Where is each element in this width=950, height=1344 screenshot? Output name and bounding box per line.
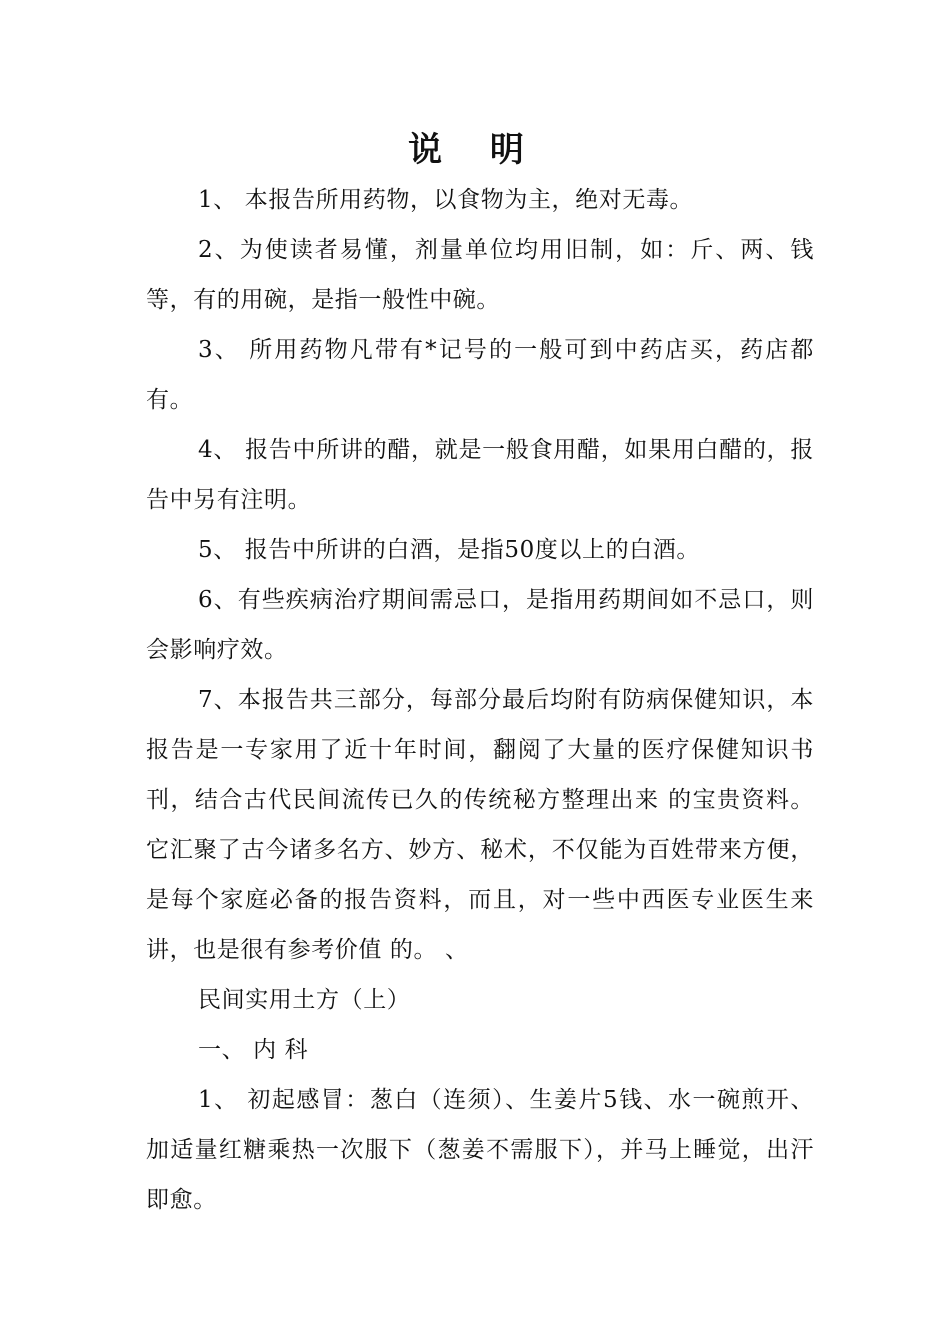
remedy-item-1: 1、 初起感冒：葱白（连须）、生姜片5钱、水一碗煎开、加适量红糖乘热一次服下（葱姜不需服下），并马上睡觉，出汗即愈。	[146, 1087, 814, 1213]
note-item-1: 1、 本报告所用药物，以食物为主，绝对无毒。	[198, 187, 694, 213]
section-heading: 民间实用土方（上）	[198, 987, 411, 1013]
note-item-7: 7、本报告共三部分，每部分最后均附有防病保健知识，本报告是一专家用了近十年时间，翻阅了大量的医疗保健知识书刊，结合古代民间流传已久的传统秘方整理出来 的宝贵资料。它汇聚了古今诸多名方、妙方、秘术，不仅能为百姓带来方便，是每个家庭必备的报告资料，而且，对一些中西医专业医生来讲，也是很有参考价值 的。 、	[146, 687, 814, 963]
note-item-2: 2、为使读者易懂，剂量单位均用旧制，如：斤、两、钱等，有的用碗，是指一般性中碗。	[146, 237, 814, 313]
note-item-4: 4、 报告中所讲的醋，就是一般食用醋，如果用白醋的，报告中另有注明。	[146, 437, 814, 513]
note-item-6: 6、有些疾病治疗期间需忌口，是指用药期间如不忌口，则会影响疗效。	[146, 587, 814, 663]
note-item-3: 3、 所用药物凡带有*记号的一般可到中药店买，药店都有。	[146, 337, 814, 413]
subsection-heading: 一、 内 科	[198, 1037, 309, 1063]
document-body	[146, 175, 814, 1225]
page-title: 说 明	[408, 130, 542, 170]
note-item-5: 5、 报告中所讲的白酒，是指50度以上的白酒。	[198, 537, 701, 563]
